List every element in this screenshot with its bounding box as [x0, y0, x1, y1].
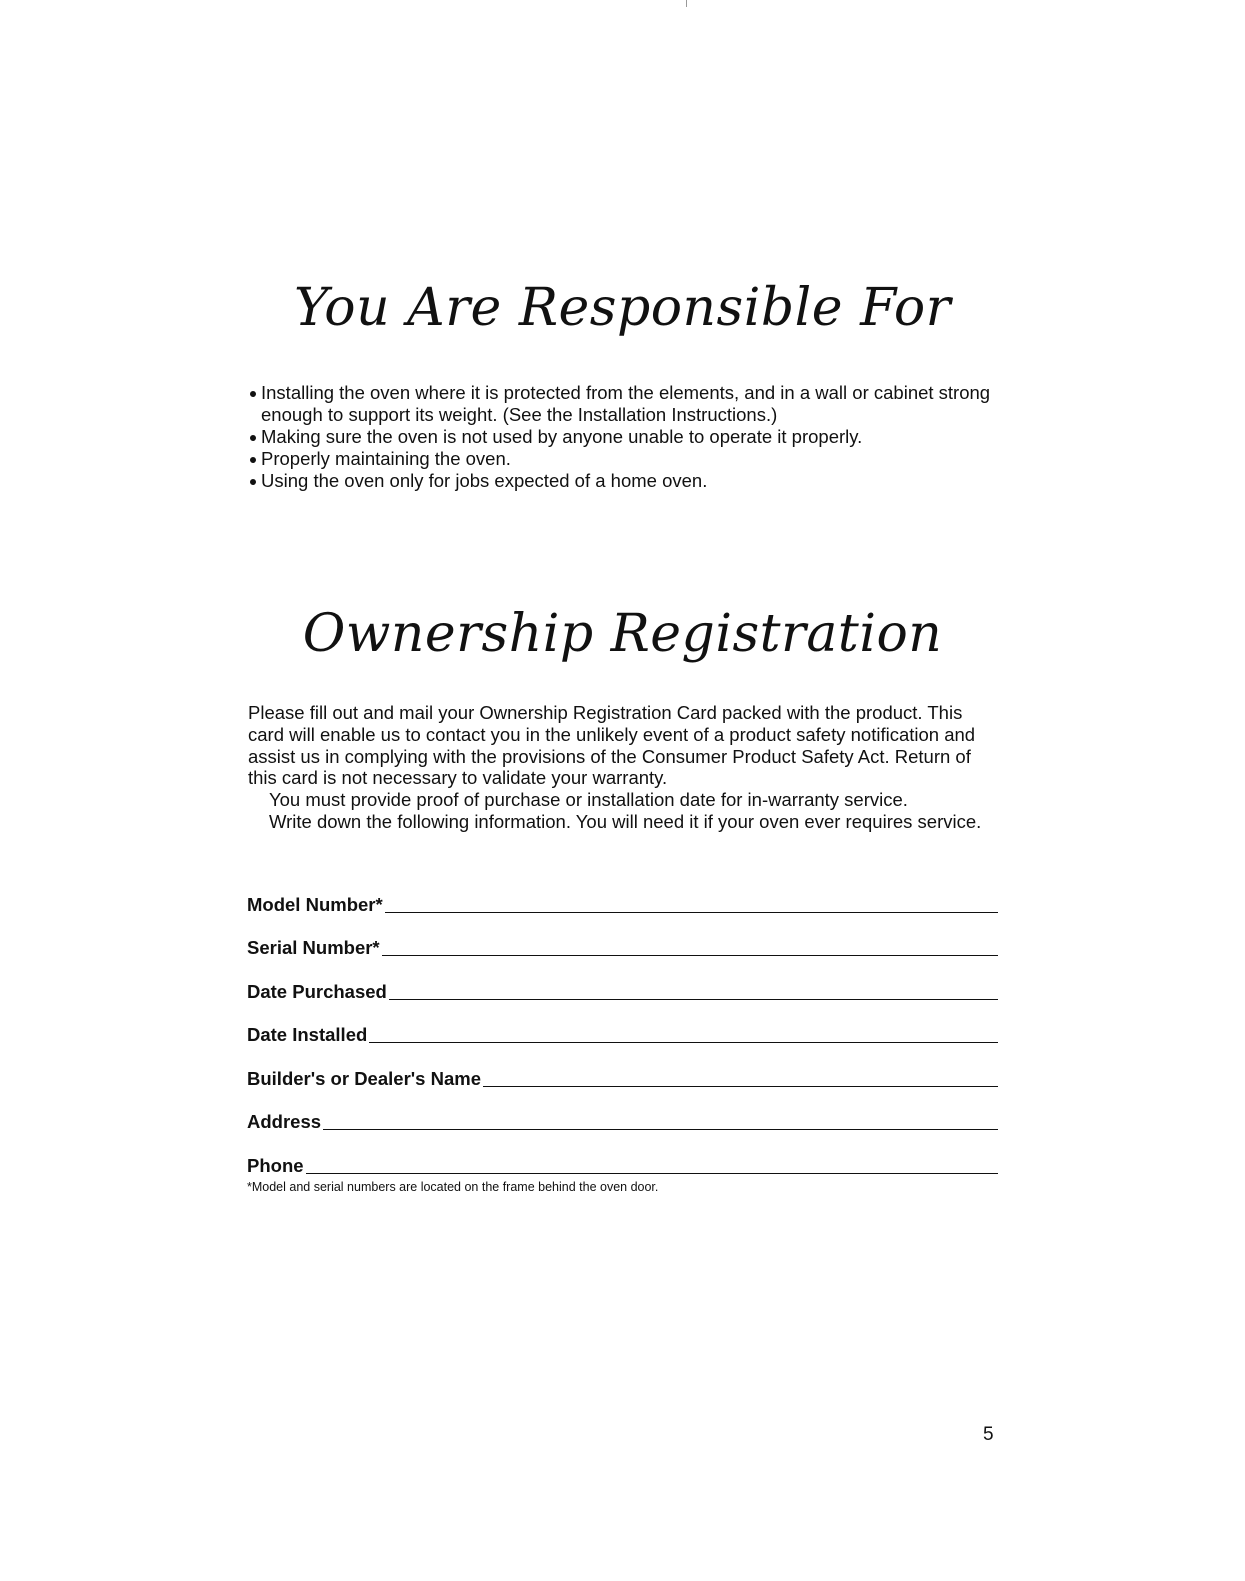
date-purchased-row — [247, 959, 998, 1003]
model-number-row — [247, 872, 998, 916]
responsibilities-heading: You Are Responsible For — [294, 278, 951, 338]
date-installed-field[interactable] — [369, 1022, 998, 1043]
serial-number-row — [247, 916, 998, 960]
list-item: Making sure the oven is not used by anyone unable to operate it properly. — [250, 426, 1010, 448]
page-number: 5 — [983, 1424, 994, 1445]
date-installed-label: Date Installed — [247, 1024, 368, 1045]
registration-paragraph: Write down the following information. You will need it if your oven ever requires service. — [269, 810, 982, 832]
date-purchased-field[interactable] — [389, 979, 998, 1000]
model-number-field[interactable] — [385, 892, 998, 913]
registration-form — [247, 872, 998, 1177]
registration-paragraph: You must provide proof of purchase or installation date for in-warranty service. — [269, 789, 908, 811]
date-installed-row — [247, 1003, 998, 1047]
list-item: Properly maintaining the oven. — [250, 448, 1010, 470]
dealer-name-field[interactable] — [483, 1066, 998, 1087]
dealer-name-row — [247, 1046, 998, 1090]
address-row — [247, 1090, 998, 1134]
responsibilities-list — [250, 382, 1010, 492]
phone-label: Phone — [247, 1154, 304, 1176]
registration-text — [248, 702, 1000, 833]
list-item: Using the oven only for jobs expected of a home oven. — [250, 470, 1010, 492]
serial-number-field[interactable] — [382, 935, 998, 956]
serial-number-label: Serial Number* — [247, 937, 380, 958]
registration-paragraph: Please fill out and mail your Ownership Registration Card packed with the product. This card will enable us to contact you in the unlikely event of a product safety notification and assist us in complying with the provisions of the Consumer Product Safety Act. Return of this card is not necessary to validate your warranty. — [248, 702, 976, 789]
phone-field[interactable] — [306, 1153, 998, 1174]
dealer-name-label: Builder's or Dealer's Name — [247, 1067, 481, 1089]
address-label: Address — [247, 1111, 322, 1132]
address-field[interactable] — [323, 1109, 998, 1130]
model-number-label: Model Number* — [247, 893, 383, 915]
registration-heading: Ownership Registration — [302, 604, 943, 664]
scan-mark — [686, 0, 687, 7]
footnote: *Model and serial numbers are located on the frame behind the oven door. — [247, 1180, 659, 1194]
list-item: Installing the oven where it is protected from the elements, and in a wall or cabinet strong enough to support its weight. (See the Installation Instructions.) — [250, 382, 1010, 426]
date-purchased-label: Date Purchased — [247, 980, 387, 1002]
phone-row — [247, 1133, 998, 1177]
